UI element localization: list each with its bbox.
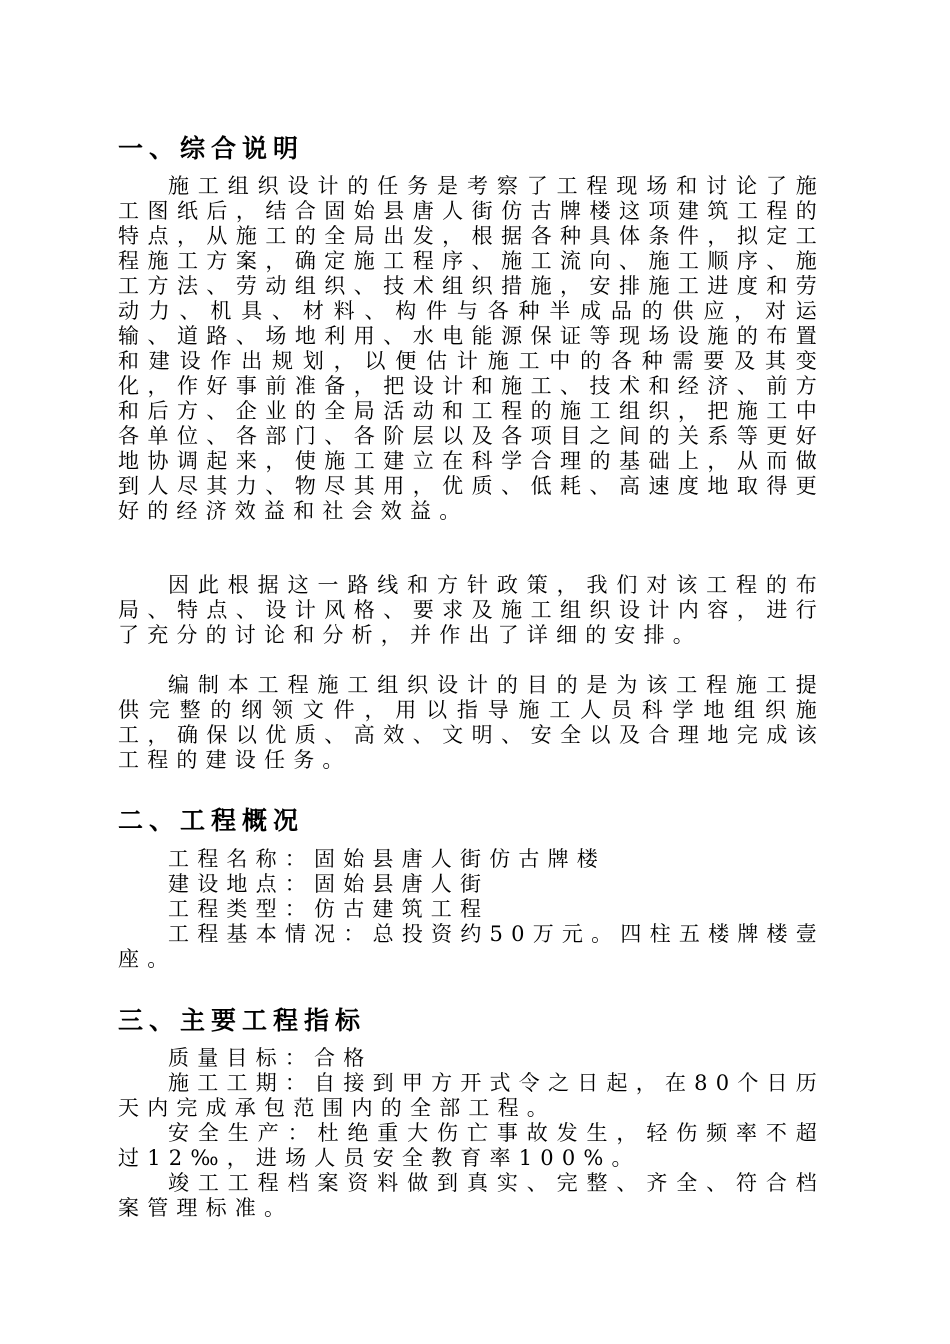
construction-duration: 施工工期：自接到甲方开式令之日起，在80个日历天内完成承包范围内的全部工程。 xyxy=(118,1071,825,1120)
section-2-title: 二、工程概况 xyxy=(118,806,305,835)
safety-production: 安全生产：杜绝重大伤亡事故发生，轻伤频率不超过12‰，进场人员安全教育率100%。 xyxy=(118,1121,825,1170)
section-1-paragraph-3: 编制本工程施工组织设计的目的是为该工程施工提供完整的纲领文件，用以指导施工人员科学地组织施工，确保以优质、高效、文明、安全以及合理地完成该工程的建设任务。 xyxy=(118,673,825,772)
project-type: 工程类型：仿古建筑工程 xyxy=(168,897,490,921)
section-3-title: 三、主要工程指标 xyxy=(118,1006,367,1035)
archive-standard: 竣工工程档案资料做到真实、完整、齐全、符合档案管理标准。 xyxy=(118,1171,825,1220)
section-1-title: 一、综合说明 xyxy=(118,134,305,163)
project-location: 建设地点：固始县唐人街 xyxy=(168,872,490,896)
section-1-paragraph-1: 施工组织设计的任务是考察了工程现场和讨论了施工图纸后，结合固始县唐人街仿古牌楼这项建筑工程的特点，从施工的全局出发，根据各种具体条件，拟定工程施工方案，确定施工程序、施工流向、施工顺序、施工方法、劳动组织、技术组织措施，安排施工进度和劳动力、机具、材料、构件与各种半成品的供应，对运输、道路、场地利用、水电能源保证等现场设施的布置和建设作出规划，以便估计施工中的各种需要及其变化，作好事前准备，把设计和施工、技术和经济、前方和后方、企业的全局活动和工程的施工组织，把施工中各单位、各部门、各阶层以及各项目之间的关系等更好地协调起来，使施工建立在科学合理的基础上，从而做到人尽其力、物尽其用，优质、低耗、高速度地取得更好的经济效益和社会效益。 xyxy=(118,174,825,523)
quality-target: 质量目标：合格 xyxy=(168,1046,373,1070)
section-1-paragraph-2: 因此根据这一路线和方针政策，我们对该工程的布局、特点、设计风格、要求及施工组织设计内容，进行了充分的讨论和分析，并作出了详细的安排。 xyxy=(118,573,825,647)
project-basic-info: 工程基本情况：总投资约50万元。四柱五楼牌楼壹座。 xyxy=(118,922,825,971)
project-name: 工程名称：固始县唐人街仿古牌楼 xyxy=(168,847,606,871)
